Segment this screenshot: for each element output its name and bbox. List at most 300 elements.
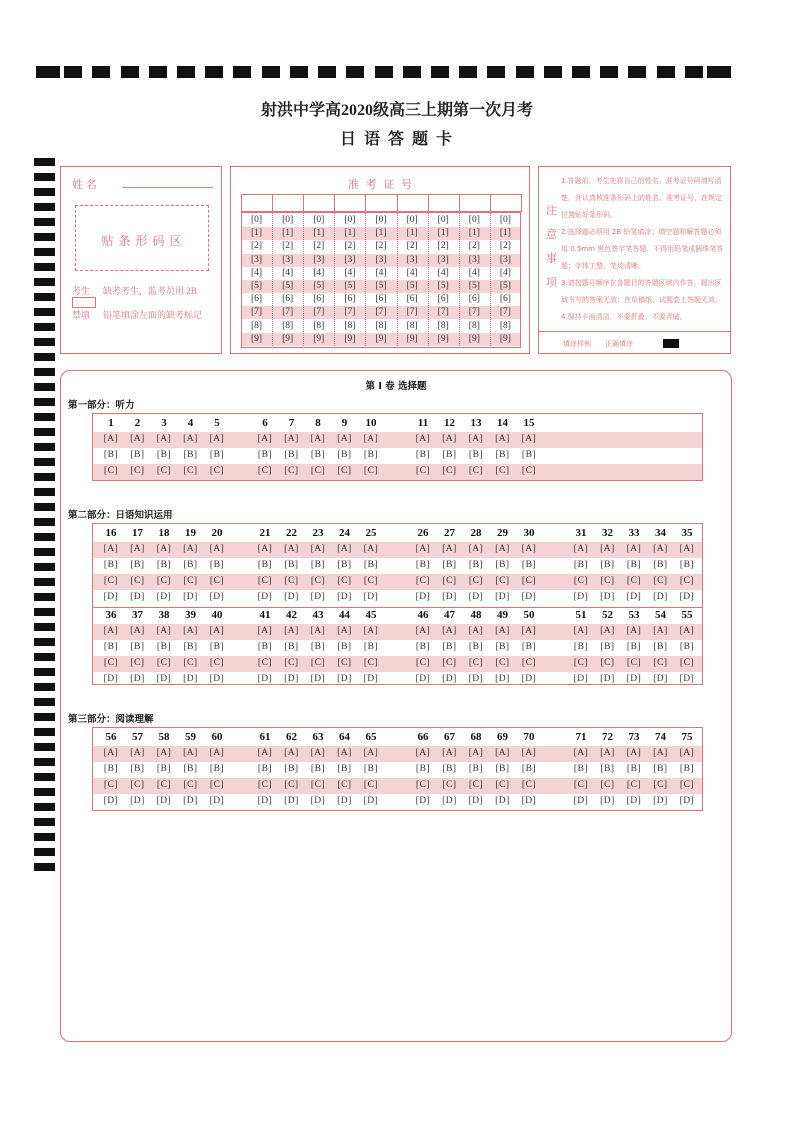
answer-bubble[interactable]: [D]: [626, 796, 642, 806]
answer-bubble[interactable]: [A]: [257, 544, 273, 554]
answer-bubble[interactable]: [A]: [209, 434, 225, 444]
answer-bubble[interactable]: [C]: [130, 780, 145, 790]
answer-bubble[interactable]: [C]: [442, 780, 457, 790]
answer-bubble[interactable]: [A]: [284, 544, 299, 554]
answer-bubble[interactable]: [B]: [310, 560, 326, 570]
answer-bubble[interactable]: [B]: [310, 450, 326, 460]
answer-bubble[interactable]: [C]: [337, 780, 352, 790]
exam-digit-bubble[interactable]: [3]: [468, 254, 480, 265]
answer-bubble[interactable]: [C]: [363, 576, 379, 586]
answer-bubble[interactable]: [A]: [679, 544, 695, 554]
answer-bubble[interactable]: [A]: [468, 434, 484, 444]
answer-bubble[interactable]: [D]: [310, 592, 326, 602]
exam-digit-bubble[interactable]: [4]: [313, 267, 325, 278]
exam-digit-bubble[interactable]: [4]: [437, 267, 449, 278]
answer-bubble[interactable]: [D]: [468, 592, 484, 602]
answer-bubble[interactable]: [B]: [679, 764, 695, 774]
answer-bubble[interactable]: [D]: [415, 674, 431, 684]
exam-digit-bubble[interactable]: [1]: [437, 228, 449, 239]
answer-bubble[interactable]: [D]: [156, 796, 172, 806]
answer-bubble[interactable]: [A]: [284, 434, 299, 444]
answer-bubble[interactable]: [C]: [495, 466, 510, 476]
answer-bubble[interactable]: [B]: [257, 560, 273, 570]
answer-bubble[interactable]: [A]: [442, 544, 457, 554]
answer-bubble[interactable]: [A]: [495, 748, 510, 758]
exam-digit-bubble[interactable]: [9]: [375, 333, 387, 344]
answer-bubble[interactable]: [D]: [209, 796, 225, 806]
answer-bubble[interactable]: [B]: [573, 560, 589, 570]
answer-bubble[interactable]: [A]: [156, 626, 172, 636]
exam-digit-bubble[interactable]: [7]: [251, 307, 263, 318]
exam-digit-bubble[interactable]: [3]: [437, 254, 449, 265]
answer-bubble[interactable]: [D]: [130, 674, 145, 684]
exam-digit-bubble[interactable]: [6]: [344, 294, 356, 305]
answer-bubble[interactable]: [B]: [573, 764, 589, 774]
answer-bubble[interactable]: [C]: [130, 658, 145, 668]
exam-digit-bubble[interactable]: [0]: [251, 215, 263, 225]
answer-bubble[interactable]: [D]: [600, 592, 615, 602]
exam-digit-bubble[interactable]: [0]: [499, 215, 511, 225]
answer-bubble[interactable]: [C]: [183, 780, 198, 790]
exam-digit-bubble[interactable]: [3]: [313, 254, 325, 265]
exam-digit-bubble[interactable]: [7]: [468, 307, 480, 318]
answer-bubble[interactable]: [B]: [284, 450, 299, 460]
exam-digit-bubble[interactable]: [8]: [251, 320, 263, 331]
answer-bubble[interactable]: [D]: [363, 674, 379, 684]
answer-bubble[interactable]: [C]: [284, 780, 299, 790]
answer-bubble[interactable]: [D]: [257, 674, 273, 684]
answer-bubble[interactable]: [C]: [600, 658, 615, 668]
answer-bubble[interactable]: [B]: [130, 642, 145, 652]
answer-bubble[interactable]: [B]: [679, 642, 695, 652]
answer-bubble[interactable]: [B]: [363, 642, 379, 652]
answer-bubble[interactable]: [B]: [156, 764, 172, 774]
answer-bubble[interactable]: [A]: [626, 626, 642, 636]
answer-bubble[interactable]: [C]: [415, 780, 431, 790]
answer-bubble[interactable]: [A]: [521, 434, 537, 444]
exam-digit-bubble[interactable]: [1]: [406, 228, 418, 239]
exam-digit-bubble[interactable]: [4]: [406, 267, 418, 278]
answer-bubble[interactable]: [B]: [521, 764, 537, 774]
answer-bubble[interactable]: [D]: [103, 796, 119, 806]
answer-bubble[interactable]: [D]: [468, 674, 484, 684]
answer-bubble[interactable]: [A]: [310, 544, 326, 554]
exam-digit-bubble[interactable]: [2]: [344, 241, 356, 252]
answer-bubble[interactable]: [C]: [183, 658, 198, 668]
answer-bubble[interactable]: [A]: [257, 748, 273, 758]
answer-bubble[interactable]: [C]: [209, 576, 225, 586]
answer-bubble[interactable]: [C]: [653, 658, 668, 668]
absent-checkbox[interactable]: [72, 297, 96, 308]
answer-bubble[interactable]: [C]: [284, 466, 299, 476]
answer-bubble[interactable]: [A]: [337, 626, 352, 636]
exam-digit-write-box[interactable]: [303, 194, 335, 212]
answer-bubble[interactable]: [A]: [103, 748, 119, 758]
answer-bubble[interactable]: [B]: [600, 764, 615, 774]
exam-digit-bubble[interactable]: [1]: [251, 228, 263, 239]
exam-digit-bubble[interactable]: [1]: [499, 228, 511, 239]
exam-digit-write-box[interactable]: [459, 194, 491, 212]
exam-digit-bubble[interactable]: [9]: [344, 333, 356, 344]
answer-bubble[interactable]: [C]: [442, 466, 457, 476]
answer-bubble[interactable]: [A]: [363, 626, 379, 636]
answer-bubble[interactable]: [D]: [209, 674, 225, 684]
answer-bubble[interactable]: [D]: [468, 796, 484, 806]
answer-bubble[interactable]: [C]: [679, 658, 695, 668]
answer-bubble[interactable]: [B]: [468, 450, 484, 460]
answer-bubble[interactable]: [A]: [130, 544, 145, 554]
answer-bubble[interactable]: [A]: [183, 434, 198, 444]
exam-digit-bubble[interactable]: [6]: [375, 294, 387, 305]
exam-digit-bubble[interactable]: [5]: [406, 281, 418, 291]
exam-digit-bubble[interactable]: [5]: [468, 281, 480, 291]
answer-bubble[interactable]: [D]: [442, 796, 457, 806]
answer-bubble[interactable]: [B]: [415, 642, 431, 652]
answer-bubble[interactable]: [A]: [257, 434, 273, 444]
answer-bubble[interactable]: [B]: [257, 642, 273, 652]
answer-bubble[interactable]: [C]: [103, 780, 119, 790]
answer-bubble[interactable]: [B]: [183, 642, 198, 652]
exam-digit-bubble[interactable]: [9]: [437, 333, 449, 344]
answer-bubble[interactable]: [C]: [415, 466, 431, 476]
answer-bubble[interactable]: [A]: [679, 748, 695, 758]
answer-bubble[interactable]: [B]: [442, 560, 457, 570]
answer-bubble[interactable]: [A]: [310, 434, 326, 444]
exam-digit-bubble[interactable]: [7]: [313, 307, 325, 318]
answer-bubble[interactable]: [C]: [521, 466, 537, 476]
answer-bubble[interactable]: [B]: [600, 560, 615, 570]
answer-bubble[interactable]: [C]: [468, 576, 484, 586]
answer-bubble[interactable]: [B]: [183, 560, 198, 570]
answer-bubble[interactable]: [B]: [103, 450, 119, 460]
answer-bubble[interactable]: [C]: [209, 780, 225, 790]
exam-digit-bubble[interactable]: [2]: [499, 241, 511, 252]
exam-digit-bubble[interactable]: [6]: [499, 294, 511, 305]
answer-bubble[interactable]: [A]: [257, 626, 273, 636]
name-field[interactable]: [123, 187, 213, 188]
answer-bubble[interactable]: [A]: [626, 748, 642, 758]
answer-bubble[interactable]: [B]: [653, 764, 668, 774]
answer-bubble[interactable]: [A]: [653, 544, 668, 554]
answer-bubble[interactable]: [B]: [653, 642, 668, 652]
exam-digit-bubble[interactable]: [5]: [499, 281, 511, 291]
exam-digit-bubble[interactable]: [5]: [344, 281, 356, 291]
answer-bubble[interactable]: [B]: [337, 450, 352, 460]
exam-digit-bubble[interactable]: [0]: [313, 215, 325, 225]
exam-digit-bubble[interactable]: [8]: [282, 320, 294, 331]
answer-bubble[interactable]: [D]: [495, 796, 510, 806]
exam-digit-bubble[interactable]: [0]: [282, 215, 294, 225]
answer-bubble[interactable]: [B]: [626, 642, 642, 652]
answer-bubble[interactable]: [C]: [653, 780, 668, 790]
answer-bubble[interactable]: [D]: [103, 674, 119, 684]
exam-digit-bubble[interactable]: [9]: [406, 333, 418, 344]
answer-bubble[interactable]: [B]: [257, 764, 273, 774]
answer-bubble[interactable]: [B]: [363, 764, 379, 774]
exam-digit-bubble[interactable]: [8]: [406, 320, 418, 331]
answer-bubble[interactable]: [D]: [573, 796, 589, 806]
answer-bubble[interactable]: [C]: [337, 658, 352, 668]
answer-bubble[interactable]: [B]: [626, 764, 642, 774]
answer-bubble[interactable]: [B]: [337, 560, 352, 570]
exam-digit-bubble[interactable]: [8]: [499, 320, 511, 331]
answer-bubble[interactable]: [D]: [653, 592, 668, 602]
answer-bubble[interactable]: [B]: [468, 560, 484, 570]
exam-digit-bubble[interactable]: [1]: [313, 228, 325, 239]
answer-bubble[interactable]: [C]: [337, 576, 352, 586]
answer-bubble[interactable]: [B]: [415, 450, 431, 460]
exam-digit-bubble[interactable]: [2]: [282, 241, 294, 252]
exam-digit-bubble[interactable]: [4]: [375, 267, 387, 278]
answer-bubble[interactable]: [C]: [468, 780, 484, 790]
exam-digit-write-box[interactable]: [241, 194, 273, 212]
answer-bubble[interactable]: [D]: [257, 796, 273, 806]
answer-bubble[interactable]: [A]: [156, 544, 172, 554]
answer-bubble[interactable]: [C]: [310, 576, 326, 586]
exam-digit-bubble[interactable]: [2]: [468, 241, 480, 252]
answer-bubble[interactable]: [C]: [573, 658, 589, 668]
answer-bubble[interactable]: [A]: [183, 626, 198, 636]
exam-digit-bubble[interactable]: [9]: [499, 333, 511, 344]
exam-digit-bubble[interactable]: [2]: [437, 241, 449, 252]
answer-bubble[interactable]: [D]: [679, 796, 695, 806]
answer-bubble[interactable]: [A]: [415, 626, 431, 636]
answer-bubble[interactable]: [C]: [103, 576, 119, 586]
answer-bubble[interactable]: [D]: [183, 592, 198, 602]
answer-bubble[interactable]: [B]: [310, 764, 326, 774]
exam-digit-bubble[interactable]: [2]: [251, 241, 263, 252]
answer-bubble[interactable]: [C]: [521, 780, 537, 790]
answer-bubble[interactable]: [A]: [415, 434, 431, 444]
answer-bubble[interactable]: [B]: [442, 642, 457, 652]
exam-digit-bubble[interactable]: [4]: [251, 267, 263, 278]
answer-bubble[interactable]: [C]: [284, 658, 299, 668]
answer-bubble[interactable]: [D]: [363, 592, 379, 602]
exam-digit-bubble[interactable]: [3]: [375, 254, 387, 265]
answer-bubble[interactable]: [D]: [209, 592, 225, 602]
answer-bubble[interactable]: [D]: [310, 796, 326, 806]
exam-digit-bubble[interactable]: [7]: [406, 307, 418, 318]
answer-bubble[interactable]: [A]: [103, 434, 119, 444]
answer-bubble[interactable]: [C]: [679, 576, 695, 586]
answer-bubble[interactable]: [A]: [130, 748, 145, 758]
exam-digit-bubble[interactable]: [5]: [375, 281, 387, 291]
answer-bubble[interactable]: [B]: [521, 450, 537, 460]
answer-bubble[interactable]: [A]: [310, 626, 326, 636]
answer-bubble[interactable]: [B]: [363, 450, 379, 460]
answer-bubble[interactable]: [D]: [415, 592, 431, 602]
answer-bubble[interactable]: [B]: [363, 560, 379, 570]
exam-digit-bubble[interactable]: [5]: [251, 281, 263, 291]
answer-bubble[interactable]: [B]: [209, 764, 225, 774]
answer-bubble[interactable]: [B]: [521, 642, 537, 652]
answer-bubble[interactable]: [A]: [653, 748, 668, 758]
exam-digit-bubble[interactable]: [5]: [437, 281, 449, 291]
answer-bubble[interactable]: [C]: [310, 780, 326, 790]
answer-bubble[interactable]: [B]: [284, 642, 299, 652]
answer-bubble[interactable]: [A]: [495, 544, 510, 554]
answer-bubble[interactable]: [D]: [600, 674, 615, 684]
answer-bubble[interactable]: [C]: [310, 658, 326, 668]
answer-bubble[interactable]: [A]: [495, 626, 510, 636]
answer-bubble[interactable]: [B]: [183, 764, 198, 774]
exam-digit-bubble[interactable]: [6]: [313, 294, 325, 305]
answer-bubble[interactable]: [C]: [209, 658, 225, 668]
answer-bubble[interactable]: [D]: [679, 674, 695, 684]
exam-digit-write-box[interactable]: [334, 194, 366, 212]
answer-bubble[interactable]: [C]: [156, 658, 172, 668]
answer-bubble[interactable]: [D]: [626, 592, 642, 602]
exam-digit-bubble[interactable]: [4]: [282, 267, 294, 278]
answer-bubble[interactable]: [A]: [183, 544, 198, 554]
exam-digit-write-box[interactable]: [365, 194, 397, 212]
exam-digit-bubble[interactable]: [6]: [468, 294, 480, 305]
answer-bubble[interactable]: [A]: [310, 748, 326, 758]
answer-bubble[interactable]: [C]: [600, 576, 615, 586]
answer-bubble[interactable]: [B]: [468, 642, 484, 652]
answer-bubble[interactable]: [C]: [653, 576, 668, 586]
exam-digit-bubble[interactable]: [3]: [344, 254, 356, 265]
answer-bubble[interactable]: [C]: [415, 576, 431, 586]
answer-bubble[interactable]: [B]: [103, 764, 119, 774]
exam-digit-bubble[interactable]: [5]: [282, 281, 294, 291]
answer-bubble[interactable]: [D]: [653, 674, 668, 684]
answer-bubble[interactable]: [C]: [257, 466, 273, 476]
answer-bubble[interactable]: [D]: [653, 796, 668, 806]
answer-bubble[interactable]: [C]: [495, 780, 510, 790]
answer-bubble[interactable]: [A]: [209, 544, 225, 554]
answer-bubble[interactable]: [C]: [495, 658, 510, 668]
answer-bubble[interactable]: [A]: [442, 434, 457, 444]
exam-digit-write-box[interactable]: [272, 194, 304, 212]
answer-bubble[interactable]: [D]: [156, 592, 172, 602]
answer-bubble[interactable]: [D]: [600, 796, 615, 806]
exam-digit-bubble[interactable]: [8]: [344, 320, 356, 331]
answer-bubble[interactable]: [C]: [363, 658, 379, 668]
answer-bubble[interactable]: [B]: [495, 764, 510, 774]
answer-bubble[interactable]: [B]: [415, 764, 431, 774]
exam-digit-bubble[interactable]: [8]: [437, 320, 449, 331]
exam-digit-bubble[interactable]: [3]: [251, 254, 263, 265]
answer-bubble[interactable]: [A]: [626, 544, 642, 554]
answer-bubble[interactable]: [A]: [495, 434, 510, 444]
answer-bubble[interactable]: [B]: [495, 450, 510, 460]
answer-bubble[interactable]: [D]: [183, 796, 198, 806]
answer-bubble[interactable]: [A]: [209, 626, 225, 636]
exam-digit-bubble[interactable]: [6]: [406, 294, 418, 305]
answer-bubble[interactable]: [B]: [183, 450, 198, 460]
answer-bubble[interactable]: [C]: [183, 576, 198, 586]
answer-bubble[interactable]: [C]: [156, 576, 172, 586]
answer-bubble[interactable]: [D]: [442, 674, 457, 684]
answer-bubble[interactable]: [B]: [337, 642, 352, 652]
exam-digit-bubble[interactable]: [3]: [282, 254, 294, 265]
answer-bubble[interactable]: [B]: [156, 450, 172, 460]
answer-bubble[interactable]: [C]: [257, 780, 273, 790]
answer-bubble[interactable]: [D]: [521, 592, 537, 602]
answer-bubble[interactable]: [C]: [284, 576, 299, 586]
answer-bubble[interactable]: [B]: [468, 764, 484, 774]
answer-bubble[interactable]: [A]: [521, 748, 537, 758]
answer-bubble[interactable]: [D]: [257, 592, 273, 602]
answer-bubble[interactable]: [A]: [521, 626, 537, 636]
answer-bubble[interactable]: [D]: [442, 592, 457, 602]
answer-bubble[interactable]: [A]: [573, 544, 589, 554]
exam-digit-bubble[interactable]: [1]: [282, 228, 294, 239]
answer-bubble[interactable]: [A]: [130, 434, 145, 444]
exam-digit-bubble[interactable]: [5]: [313, 281, 325, 291]
exam-digit-bubble[interactable]: [9]: [282, 333, 294, 344]
answer-bubble[interactable]: [C]: [130, 466, 145, 476]
answer-bubble[interactable]: [B]: [495, 560, 510, 570]
answer-bubble[interactable]: [C]: [209, 466, 225, 476]
exam-digit-bubble[interactable]: [8]: [375, 320, 387, 331]
answer-bubble[interactable]: [D]: [103, 592, 119, 602]
exam-digit-bubble[interactable]: [7]: [375, 307, 387, 318]
answer-bubble[interactable]: [D]: [284, 796, 299, 806]
answer-bubble[interactable]: [A]: [337, 748, 352, 758]
answer-bubble[interactable]: [B]: [103, 560, 119, 570]
answer-bubble[interactable]: [C]: [626, 658, 642, 668]
exam-digit-write-box[interactable]: [397, 194, 429, 212]
answer-bubble[interactable]: [B]: [310, 642, 326, 652]
answer-bubble[interactable]: [D]: [183, 674, 198, 684]
exam-digit-bubble[interactable]: [0]: [437, 215, 449, 225]
answer-bubble[interactable]: [D]: [573, 674, 589, 684]
exam-digit-bubble[interactable]: [7]: [344, 307, 356, 318]
answer-bubble[interactable]: [C]: [103, 466, 119, 476]
answer-bubble[interactable]: [A]: [415, 544, 431, 554]
answer-bubble[interactable]: [A]: [468, 544, 484, 554]
answer-bubble[interactable]: [D]: [415, 796, 431, 806]
answer-bubble[interactable]: [C]: [257, 658, 273, 668]
answer-bubble[interactable]: [A]: [442, 748, 457, 758]
answer-bubble[interactable]: [B]: [653, 560, 668, 570]
answer-bubble[interactable]: [D]: [337, 796, 352, 806]
answer-bubble[interactable]: [C]: [573, 780, 589, 790]
answer-bubble[interactable]: [A]: [103, 626, 119, 636]
answer-bubble[interactable]: [A]: [468, 748, 484, 758]
exam-digit-bubble[interactable]: [1]: [375, 228, 387, 239]
answer-bubble[interactable]: [C]: [257, 576, 273, 586]
answer-bubble[interactable]: [C]: [600, 780, 615, 790]
exam-digit-write-box[interactable]: [490, 194, 522, 212]
answer-bubble[interactable]: [D]: [337, 592, 352, 602]
exam-digit-bubble[interactable]: [2]: [375, 241, 387, 252]
answer-bubble[interactable]: [A]: [521, 544, 537, 554]
answer-bubble[interactable]: [A]: [156, 748, 172, 758]
answer-bubble[interactable]: [C]: [626, 780, 642, 790]
answer-bubble[interactable]: [C]: [183, 466, 198, 476]
answer-bubble[interactable]: [C]: [310, 466, 326, 476]
answer-bubble[interactable]: [A]: [573, 626, 589, 636]
answer-bubble[interactable]: [C]: [130, 576, 145, 586]
answer-bubble[interactable]: [D]: [679, 592, 695, 602]
answer-bubble[interactable]: [A]: [363, 748, 379, 758]
answer-bubble[interactable]: [D]: [363, 796, 379, 806]
answer-bubble[interactable]: [B]: [156, 642, 172, 652]
answer-bubble[interactable]: [C]: [156, 780, 172, 790]
answer-bubble[interactable]: [C]: [521, 576, 537, 586]
answer-bubble[interactable]: [D]: [130, 592, 145, 602]
exam-digit-bubble[interactable]: [9]: [468, 333, 480, 344]
answer-bubble[interactable]: [D]: [495, 674, 510, 684]
answer-bubble[interactable]: [C]: [442, 658, 457, 668]
answer-bubble[interactable]: [C]: [468, 658, 484, 668]
answer-bubble[interactable]: [D]: [156, 674, 172, 684]
exam-digit-bubble[interactable]: [4]: [468, 267, 480, 278]
exam-digit-bubble[interactable]: [8]: [468, 320, 480, 331]
